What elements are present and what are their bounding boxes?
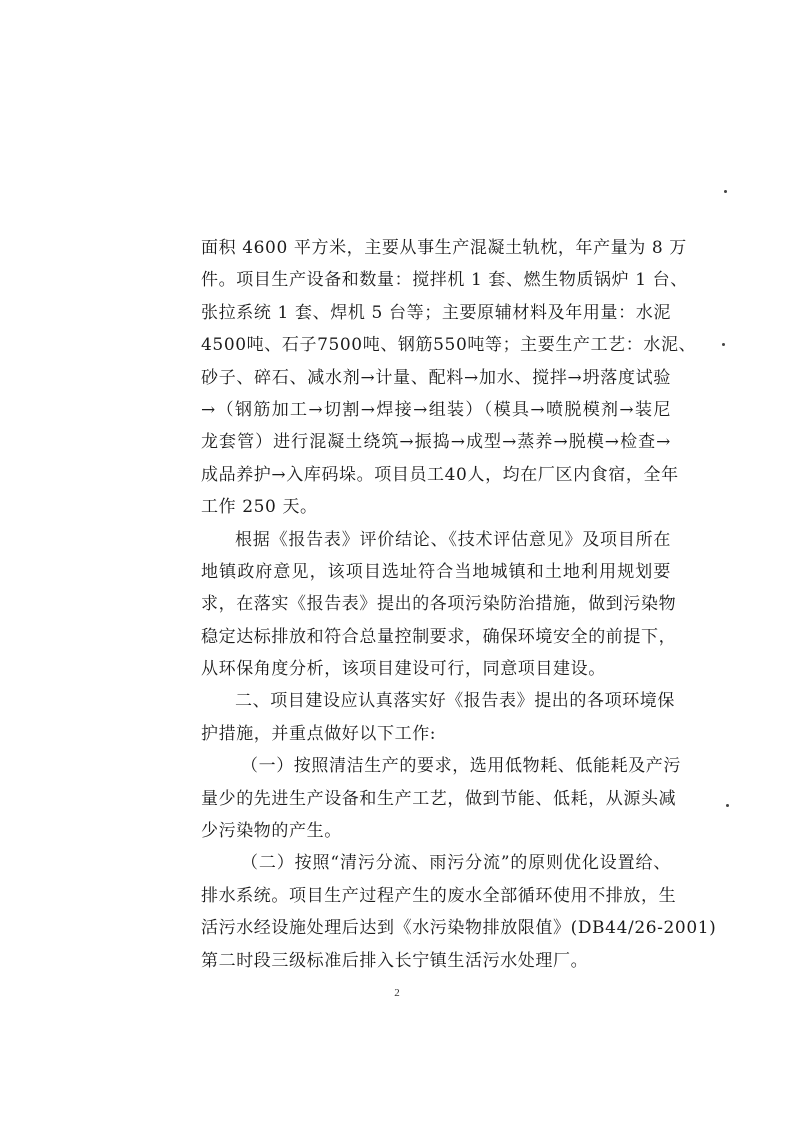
text-line-18: 量少的先进生产设备和生产工艺，做到节能、低耗，从源头减 (201, 788, 677, 809)
text-line-13: 稳定达标排放和符合总量控制要求，确保环境安全的前提下， (201, 626, 677, 647)
text-line-19: 少污染物的产生。 (201, 821, 342, 842)
text-line-5: 砂子、碎石、减水剂→计量、配料→加水、搅拌→坍落度试验 (201, 367, 671, 388)
scan-speck (722, 343, 725, 346)
text-line-22: 活污水经设施处理后达到《水污染物排放限值》(DB44/26-2001) (201, 918, 717, 939)
text-line-9: 工作 250 天。 (201, 497, 318, 518)
text-line-7: 龙套管）进行混凝土绕筑→振捣→成型→蒸养→脱模→检查→ (201, 432, 671, 453)
body-text (201, 232, 717, 977)
text-line-12: 求，在落实《报告表》提出的各项污染防治措施，做到污染物 (201, 594, 677, 615)
scan-speck (724, 190, 727, 193)
text-line-6: →（钢筋加工→切割→焊接→组装）（模具→喷脱模剂→装尼 (201, 399, 671, 420)
text-line-17: （一）按照清洁生产的要求，选用低物耗、低能耗及产污 (241, 756, 681, 777)
text-line-14: 从环保角度分析，该项目建设可行，同意项目建设。 (201, 659, 606, 680)
text-line-16: 护措施，并重点做好以下工作: (201, 723, 437, 744)
text-line-2: 件。项目生产设备和数量：搅拌机 1 套、燃生物质锅炉 1 台、 (201, 270, 688, 291)
text-line-3: 张拉系统 1 套、焊机 5 台等；主要原辅材料及年用量：水泥 (201, 302, 671, 323)
scan-speck (726, 804, 729, 807)
text-line-20: （二）按照“清污分流、雨污分流”的原则优化设置给、 (241, 853, 671, 874)
text-line-8: 成品养护→入库码垛。项目员工40人，均在厂区内食宿，全年 (201, 464, 679, 485)
text-line-15: 二、项目建设应认真落实好《报告表》提出的各项环境保 (235, 691, 675, 712)
text-line-11: 地镇政府意见，该项目选址符合当地城镇和土地利用规划要 (201, 561, 671, 582)
text-line-10: 根据《报告表》评价结论、《技术评估意见》及项目所在 (235, 529, 671, 550)
text-line-4: 4500吨、石子7500吨、钢筋550吨等；主要生产工艺：水泥、 (201, 335, 697, 356)
text-line-21: 排水系统。项目生产过程产生的废水全部循环使用不排放，生 (201, 885, 677, 906)
text-line-1: 面积 4600 平方米，主要从事生产混凝土轨枕，年产量为 8 万 (201, 238, 687, 258)
page-number: 2 (394, 987, 400, 999)
text-line-23: 第二时段三级标准后排入长宁镇生活污水处理厂。 (201, 950, 589, 971)
